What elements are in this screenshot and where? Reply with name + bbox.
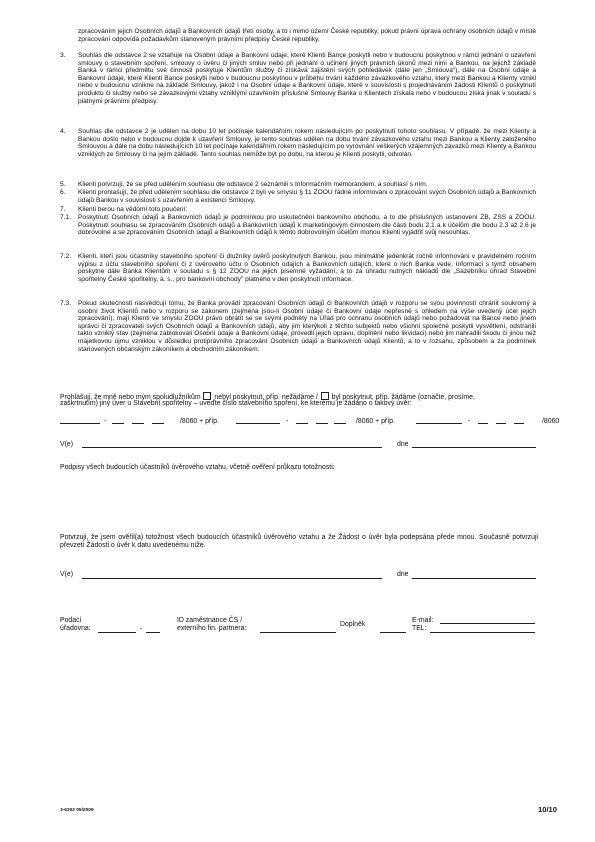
page-number: 10/10	[538, 805, 558, 814]
form-code: 3-6302 05/2009	[60, 808, 94, 813]
signature-field[interactable]	[380, 632, 406, 633]
email-label: E-mail:	[412, 617, 434, 624]
intro-continuation: zpracováním jejich Osobních údajů a Bankovních údajů třetí osoby, a to i mimo území České republiky, pokud právní úprava ochrany osobních údajů v místě zpracování odpovídá požadavkům stanoveným právními předpisy České republiky.	[78, 28, 536, 43]
declaration-text-c: byl poskytnut, příp. žádáme (označte, prosíme,	[331, 394, 475, 401]
email-field[interactable]	[440, 623, 535, 624]
signature-label: Doplněk	[340, 621, 366, 628]
item-text: Pokud skutečnosti nasvědčují tomu, že Banka provádí zpracování Osobních údajů či Bankovních údajů v rozporu se svou povinností chránit soukromý a osobní život Klientů nebo v rozporu se zákonem (zejména jsou-li Osobní údaje či Bankovní údaje nepřesné s ohledem na výše uvedený účel jejich zpracování), mají Klienti ve smyslu ZOOU právo obrátit se se svými podněty na Úřad pro ochranu osobních údajů nebo požadovat na Bance nebo jiném správci či zpracovateli svých Osobních údajů a Bankovních údajů, aby jim kterýkoli z těchto subjektů nebo všichni společně poskytli vysvětlení, odstranili takto vzniklý stav (zejména zablokovali Osobní údaje a Bankovní údaje, provedli jejich opravu, doplnění nebo likvidaci) nebo jim nahradili škodu či jinou než majetkovou újmu vzniklou v důsledku protiprávního zpracování Osobních údajů a Bankovních údajů Klientů, a to v rozsahu, způsobem a za podmínek stanovených občanským zákoníkem a obchodním zákoníkem.	[78, 300, 536, 353]
declaration-text-2: zaškrtnutím) jiný úver u Stavební spořitelny – uveďte číslo stavebního spoření, ke kterému je žádáno o takový úvěr:	[60, 400, 412, 407]
tel-label: TEL:	[412, 625, 427, 632]
account-2-digit-field[interactable]	[296, 423, 308, 424]
item-number: 7.	[60, 206, 66, 213]
confirmation-text: Potvrzuji, že jsem ověřil(a) totožnost všech budoucích účastníků úvěrového vztahu a že Žádost o úvěr byla podepsána přede mnou. Současně potvrzuji převzetí Žádosti o úvěr k datu uvedenému níže.	[60, 534, 538, 549]
provided-checkbox[interactable]	[321, 392, 329, 400]
account-1-digit-field[interactable]	[132, 423, 144, 424]
item-number: 3.	[60, 52, 66, 59]
office-field[interactable]	[98, 632, 136, 633]
item-text: Klienti berou na vědomí toto poučení:	[78, 206, 188, 213]
account-2-digit-field[interactable]	[316, 423, 328, 424]
account-1-prefix-field[interactable]	[60, 423, 100, 424]
office-label-line-2: úřadovna:	[60, 625, 91, 632]
tel-field[interactable]	[430, 632, 535, 633]
dash-separator: -	[468, 418, 471, 425]
place-label: V(e)	[60, 441, 74, 448]
account-3-digit-field[interactable]	[514, 423, 524, 424]
account-2-prefix-field[interactable]	[236, 423, 280, 424]
item-text: Poskytnutí Osobních údajů a Bankovních údajů je podmínkou pro uskutečnění bankovního obchodu, a to dle příslušných ustanovení ZB, ZSS a ZOOU. Poskytnutí souhlasu se zpracováním Osobních údajů a Bankovních údajů k marketingovým činnostem dle části bodu 2.1 a k účelům dle bodu 2.3 až 2.6 je dobrovolné a se zpracováním Osobních údajů a Bankovních údajů k těmto dobrovolným účelům mohou Klienti vyjádřit svůj nesouhlas.	[78, 214, 536, 237]
employee-id-label-line-1: ID zaměstnance ČS /	[177, 617, 243, 624]
item-number: 6.	[60, 189, 66, 196]
item-number: 7.2.	[60, 253, 71, 260]
date-field[interactable]	[412, 578, 536, 579]
account-1-suffix: /8060 + příp.	[180, 418, 219, 425]
dash-separator: -	[140, 626, 143, 633]
item-number: 7.1.	[60, 214, 71, 221]
declaration-text-a: Prohlašuji, že mně nebo mým spoludlužníkům	[60, 394, 201, 401]
account-2-digit-field[interactable]	[334, 423, 346, 424]
dash-separator: -	[286, 418, 289, 425]
office-field-suffix[interactable]	[146, 632, 160, 633]
account-3-suffix: /8060	[542, 418, 560, 425]
employee-id-field[interactable]	[260, 632, 336, 633]
not-provided-checkbox[interactable]	[203, 392, 211, 400]
account-3-prefix-field[interactable]	[416, 423, 462, 424]
account-2-suffix: /8060 + příp.	[356, 418, 395, 425]
signatures-label: Podpisy všech budoucích účastníků úvěrového vztahu, včetně ověření průkazu totožnosti:	[60, 464, 335, 471]
item-number: 7.3.	[60, 300, 71, 307]
item-text: Klienti potvrzují, že se před udělením souhlasu dle odstavce 2 seznámili s Informačním memorandem, a souhlasí s ním.	[78, 181, 428, 188]
office-label-line-1: Podací	[60, 617, 82, 624]
place-field[interactable]	[82, 578, 382, 579]
place-field[interactable]	[82, 447, 382, 448]
date-field[interactable]	[412, 447, 536, 448]
date-label: dne	[397, 571, 409, 578]
item-text: Souhlas dle odstavce 2 se vztahuje na Osobní údaje a Bankovní údaje, které Klienti Bance poskytli nebo v budoucnu poskytnou v rámci jednání o uzavření smlouvy o stavebním spoření, smlouvy o úvěru či jiných smluv nebo při jednání o učinění jiných právních úkonů mezi nimi a Bankou, na jejichž základě Banka v rámci předmětu své činnosti poskytuje Klientům služby či získává zajištění svých pohledávek (dále jen „Smlouva"), dále na Osobní údaje a Bankovní údaje, které Klienti Bance poskytli nebo v budoucnu poskytnou v průběhu trvání každého závazkového vztahu, který mezi Bankou a Klienty vznikl nebo v budoucnu vznikne na základě Smlouvy, jakož i na Osobní údaje a Bankovní údaje, které v souvislosti s projednáváním žádosti Klientů o poskytnutí produktu či služby nebo se závazkovými vztahy vzniklými uzavřením příslušné Smlouvy Banka o Klientech získala nebo v budoucnu získá jinak v souladu s platnými právními předpisy.	[78, 52, 536, 105]
item-number: 4.	[60, 128, 66, 135]
account-1-digit-field[interactable]	[152, 423, 164, 424]
item-number: 5.	[60, 181, 66, 188]
date-label: dne	[397, 441, 409, 448]
account-1-digit-field[interactable]	[112, 423, 124, 424]
account-3-digit-field[interactable]	[496, 423, 506, 424]
place-label: V(e)	[60, 571, 74, 578]
declaration-text-b: nebyl poskytnut, příp. nežádáme /	[214, 394, 318, 401]
item-text: Souhlas dle odstavce 2 je udělen na dobu 10 let počínaje kalendářním rokem následujícím po poskytnutí tohoto souhlasu. V případě, že mezi Klienty a Bankou došlo nebo v budoucnu dojde k uzavření Smlouvy, je tento souhlas udělen na dobu trvání závazkového vztahu mezi Bankou a Klienty založeného Smlouvou a dále na dobu následujících 10 let počínaje kalendářním rokem následujícím po vyrovnání veškerých vzájemných závazků mezi Klienty a Bankou vzniklých ze Smlouvy či na jejím základě. Tento souhlas nemůže být po dobu, na kterou je Klienti poskytli, odvolán.	[78, 128, 536, 158]
dash-separator: -	[104, 418, 107, 425]
item-text: Klienti prohlašují, že před udělením souhlasu dle odstavce 2 byli ve smyslu § 11 ZOOU řádně informováni o zpracování svých Osobních údajů a Bankovních údajů Bankou v souvislosti s uzavřením a existencí Smlouvy.	[78, 189, 536, 204]
item-text: Klienti, kteří jsou účastníky stavebního spoření či dlužníky úvěrů poskytnutých Bankou, jsou minimálně jedenkrát ročně informováni v pravidelném ročním výpisu z účtu stavebního spoření či z úvěrového účtu o Osobních údajích a Bankovních údajích, které o nich Banka vede. Informaci s týmž obsahem poskytne dále Banka Klientům v souladu s § 12 ZOOU na jejich písemné vyžádání, a to za úhradu nutných nákladů dle „Sazebníku úhrad Stavební spořitelny České spořitelny, a. s., pro bankovní obchody" platného v den poskytnutí informace.	[78, 253, 536, 283]
employee-id-label-line-2: externího fin. partnera:	[177, 625, 247, 632]
account-3-digit-field[interactable]	[478, 423, 488, 424]
